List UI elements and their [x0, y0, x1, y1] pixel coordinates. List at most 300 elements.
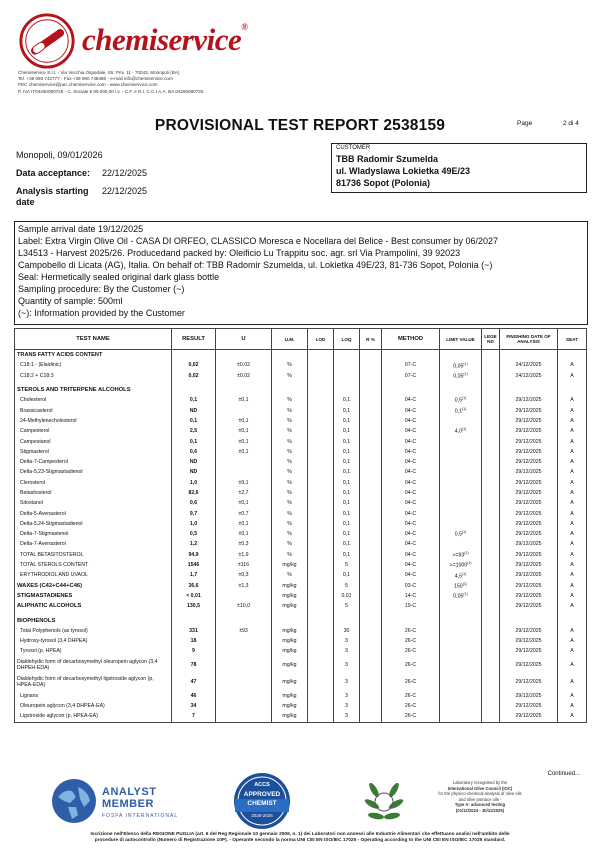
seat-cell: A	[558, 405, 587, 415]
lod-cell	[308, 711, 334, 722]
header-loq: LOQ	[334, 329, 360, 350]
limit-cell	[440, 570, 482, 580]
loq-cell: 0,1	[334, 426, 360, 436]
seat-cell: A	[558, 498, 587, 508]
result-cell: 0,6	[172, 498, 216, 508]
table-row	[15, 467, 587, 477]
result-cell: ND	[172, 405, 216, 415]
sample-line: L34513 - Harvest 2025/26. Producedand packed by: Oleificio Lu Trappitu soc. agr. srl Via Prampolini, 39 92023	[18, 248, 461, 258]
loq-cell: 0,1	[334, 529, 360, 539]
date-cell: 29/12/2025	[500, 560, 558, 570]
unit-cell: %	[272, 426, 308, 436]
seat-cell: A	[558, 467, 587, 477]
method-cell: 04-C	[382, 426, 440, 436]
sample-line: Sampling procedure: By the Customer (~)	[18, 284, 185, 294]
legend-cell	[482, 657, 500, 674]
lod-cell	[308, 646, 334, 656]
legend-cell	[482, 467, 500, 477]
legend-cell	[482, 611, 500, 625]
test-name-cell: Delta-5,24-Stigmastadienol	[15, 519, 172, 529]
date-cell: 29/12/2025	[500, 550, 558, 560]
report-title: PROVISIONAL TEST REPORT 2538159	[154, 117, 446, 134]
method-cell	[382, 350, 440, 361]
lod-cell	[308, 467, 334, 477]
result-cell: 1546	[172, 560, 216, 570]
lod-cell	[308, 405, 334, 415]
table-row	[15, 626, 587, 636]
legend-cell	[482, 426, 500, 436]
result-cell: 0,1	[172, 436, 216, 446]
table-row	[15, 657, 587, 674]
results-table	[14, 328, 587, 723]
test-name-cell: Delta-5-Avenasterol	[15, 508, 172, 518]
legend-cell	[482, 550, 500, 560]
legend-cell	[482, 395, 500, 405]
loq-cell	[334, 350, 360, 361]
table-row	[15, 498, 587, 508]
lod-cell	[308, 350, 334, 361]
uncertainty-cell	[216, 467, 272, 477]
unit-cell: %	[272, 416, 308, 426]
date-cell: 29/12/2025	[500, 626, 558, 636]
test-name-cell: TOTAL BETASITOSTEROL	[15, 550, 172, 560]
test-name-cell: ERYTHRODIOL AND UVAOL	[15, 570, 172, 580]
limit-cell	[440, 405, 482, 415]
legend-cell	[482, 436, 500, 446]
result-cell: 0,02	[172, 371, 216, 381]
date-cell: 29/12/2025	[500, 508, 558, 518]
recovery-cell	[360, 360, 382, 370]
lod-cell	[308, 436, 334, 446]
unit-cell: %	[272, 457, 308, 467]
table-row	[15, 529, 587, 539]
legend-cell	[482, 539, 500, 549]
table-row	[15, 416, 587, 426]
result-cell: 1,0	[172, 478, 216, 488]
unit-cell: %	[272, 570, 308, 580]
unit-cell: %	[272, 478, 308, 488]
unit-cell: mg/kg	[272, 591, 308, 601]
loq-cell: 0,1	[334, 436, 360, 446]
limit-footnote: (1)	[464, 550, 469, 555]
recovery-cell	[360, 636, 382, 646]
legend-cell	[482, 601, 500, 611]
legend-cell	[482, 447, 500, 457]
recovery-cell	[360, 447, 382, 457]
test-name-cell: STIGMASTADIENES	[15, 591, 172, 601]
header-result: RESULT	[172, 329, 216, 350]
date-cell: 29/12/2025	[500, 636, 558, 646]
seat-cell: A	[558, 436, 587, 446]
date-cell: 29/12/2025	[500, 436, 558, 446]
loq-cell: 0,1	[334, 405, 360, 415]
recovery-cell	[360, 674, 382, 691]
method-cell: 03-C	[382, 581, 440, 591]
limit-value: 0,05	[453, 593, 464, 600]
table-row	[15, 711, 587, 722]
seat-cell: A	[558, 657, 587, 674]
uncertainty-cell: ±2,7	[216, 488, 272, 498]
page-number: 2 di 4	[563, 120, 579, 127]
uncertainty-cell: ±0,1	[216, 498, 272, 508]
limit-cell	[440, 447, 482, 457]
lod-cell	[308, 457, 334, 467]
table-row	[15, 611, 587, 625]
sample-line: Quantity of sample: 500ml	[18, 296, 123, 306]
test-name-cell: ALIPHATIC ALCOHOLS	[15, 601, 172, 611]
member-label: MEMBER	[102, 798, 154, 810]
limit-cell	[440, 636, 482, 646]
recovery-cell	[360, 426, 382, 436]
test-name-cell: Hydroxy-tyrosol (3,4 DHPEA)	[15, 636, 172, 646]
ioc-recognition-block	[405, 780, 555, 814]
header-limit-value: LIMIT VALUE	[440, 329, 482, 350]
date-cell: 29/12/2025	[500, 457, 558, 467]
test-name-cell: STEROLS AND TRITERPENE ALCOHOLS	[15, 381, 172, 395]
seat-cell: A	[558, 646, 587, 656]
acceptance-value: 22/12/2025	[102, 168, 148, 178]
table-row	[15, 646, 587, 656]
seat-cell: A	[558, 478, 587, 488]
unit-cell: %	[272, 447, 308, 457]
unit-cell: %	[272, 529, 308, 539]
table-row	[15, 436, 587, 446]
loq-cell: 5	[334, 601, 360, 611]
seat-cell: A	[558, 581, 587, 591]
lod-cell	[308, 674, 334, 691]
loq-cell: 0,1	[334, 488, 360, 498]
uncertainty-cell: ±0,3	[216, 539, 272, 549]
test-name-cell: Brassicasterol	[15, 405, 172, 415]
date-cell: 29/12/2025	[500, 395, 558, 405]
loq-cell: 5	[334, 581, 360, 591]
recovery-cell	[360, 701, 382, 711]
limit-cell	[440, 539, 482, 549]
ioc-line: (01/12/2024 - 30/11/2025)	[455, 807, 505, 813]
seat-cell: A	[558, 539, 587, 549]
limit-cell	[440, 467, 482, 477]
test-name-cell: Campestanol	[15, 436, 172, 446]
legend-cell	[482, 519, 500, 529]
table-row	[15, 426, 587, 436]
unit-cell: %	[272, 436, 308, 446]
legend-cell	[482, 416, 500, 426]
legend-cell	[482, 691, 500, 701]
seat-cell: A	[558, 488, 587, 498]
limit-value: 150	[454, 583, 463, 590]
header-finishing-date: FINISHING DATE OF ANALYSIS	[500, 329, 558, 350]
header-uncertainty: U	[216, 329, 272, 350]
seat-cell: A	[558, 570, 587, 580]
table-row	[15, 508, 587, 518]
recovery-cell	[360, 371, 382, 381]
method-cell	[382, 381, 440, 395]
method-cell: 26-C	[382, 636, 440, 646]
date-cell: 29/12/2025	[500, 519, 558, 529]
loq-cell	[334, 360, 360, 370]
recovery-cell	[360, 626, 382, 636]
recovery-cell	[360, 350, 382, 361]
loq-cell: 3	[334, 701, 360, 711]
limit-cell	[440, 498, 482, 508]
table-row	[15, 601, 587, 611]
result-cell: < 0,01	[172, 591, 216, 601]
recovery-cell	[360, 381, 382, 395]
recovery-cell	[360, 508, 382, 518]
test-name-cell: TOTAL STEROLS CONTENT	[15, 560, 172, 570]
loq-cell: 0,1	[334, 550, 360, 560]
lod-cell	[308, 581, 334, 591]
result-cell: 7	[172, 711, 216, 722]
result-cell	[172, 611, 216, 625]
seat-cell	[558, 611, 587, 625]
acceptance-label: Data acceptance:	[16, 168, 91, 178]
uncertainty-cell: ±1,3	[216, 581, 272, 591]
limit-cell	[440, 529, 482, 539]
result-cell: 2,5	[172, 426, 216, 436]
recovery-cell	[360, 646, 382, 656]
seat-cell: A	[558, 591, 587, 601]
uncertainty-cell	[216, 711, 272, 722]
uncertainty-cell: ±10,0	[216, 601, 272, 611]
result-cell: 0,1	[172, 395, 216, 405]
recovery-cell	[360, 529, 382, 539]
recovery-cell	[360, 539, 382, 549]
ioc-line: International Olive Council (IOC)	[447, 785, 513, 791]
result-cell: 0,5	[172, 529, 216, 539]
legend-cell	[482, 560, 500, 570]
limit-cell	[440, 457, 482, 467]
method-cell: 04-C	[382, 519, 440, 529]
table-row	[15, 395, 587, 405]
unit-cell: mg/kg	[272, 581, 308, 591]
sample-line: Campobello di Licata (AG), Italia. On behalf of: TBB Radomir Szumelda, ul. Lokietka 49E/23, 81-736 Sopot, Polonia (~)	[18, 260, 493, 270]
lod-cell	[308, 519, 334, 529]
header-legend: LEGE ND	[482, 329, 500, 350]
limit-footnote: (1)	[461, 406, 467, 411]
legend-cell	[482, 626, 500, 636]
seat-cell	[558, 381, 587, 395]
seat-cell: A	[558, 395, 587, 405]
legend-cell	[482, 570, 500, 580]
unit-cell: %	[272, 467, 308, 477]
loq-cell: 0,1	[334, 539, 360, 549]
limit-cell	[440, 550, 482, 560]
test-name-cell: Lignans	[15, 691, 172, 701]
date-cell: 24/12/2025	[500, 360, 558, 370]
lod-cell	[308, 508, 334, 518]
result-cell	[172, 381, 216, 395]
test-name-cell: TRANS FATTY ACIDS CONTENT	[15, 350, 172, 361]
uncertainty-cell: ±116	[216, 560, 272, 570]
limit-footnote: (1)	[463, 592, 468, 597]
uncertainty-cell	[216, 646, 272, 656]
legend-cell	[482, 701, 500, 711]
unit-cell: mg/kg	[272, 674, 308, 691]
lod-cell	[308, 371, 334, 381]
date-cell: 29/12/2025	[500, 478, 558, 488]
method-cell: 07-C	[382, 371, 440, 381]
result-cell: 36,6	[172, 581, 216, 591]
method-cell: 04-C	[382, 570, 440, 580]
method-cell: 04-C	[382, 539, 440, 549]
table-row	[15, 591, 587, 601]
test-name-cell: Delta-5,23-Stigmastadienol	[15, 467, 172, 477]
company-address-block	[18, 70, 278, 95]
limit-cell	[440, 488, 482, 498]
limit-cell	[440, 611, 482, 625]
limit-cell	[440, 560, 482, 570]
seat-cell: A	[558, 519, 587, 529]
customer-city: 81736 Sopot (Polonia)	[336, 178, 431, 188]
method-cell: 14-C	[382, 591, 440, 601]
date-cell: 29/12/2025	[500, 467, 558, 477]
unit-cell: %	[272, 405, 308, 415]
limit-footnote: (1)	[463, 361, 468, 366]
loq-cell: 0,1	[334, 519, 360, 529]
uncertainty-cell: ±0,7	[216, 508, 272, 518]
result-cell: 18	[172, 636, 216, 646]
test-name-cell: Dialdehydic form of decarboxymethyl oleuropein aglycon (3,4 DHPEH-EDA)	[15, 657, 172, 674]
limit-cell	[440, 395, 482, 405]
continued-note: Continued...	[547, 771, 580, 777]
legend-cell	[482, 529, 500, 539]
seat-cell: A	[558, 691, 587, 701]
limit-footnote: (1)	[463, 371, 468, 376]
table-row	[15, 457, 587, 467]
lod-cell	[308, 550, 334, 560]
recovery-cell	[360, 601, 382, 611]
accs-year-label: 2025-2026	[251, 813, 273, 818]
accs-approved-label: APPROVED	[243, 791, 281, 798]
method-cell: 04-C	[382, 488, 440, 498]
date-cell: 29/12/2025	[500, 405, 558, 415]
legend-cell	[482, 478, 500, 488]
method-cell: 04-C	[382, 498, 440, 508]
test-name-cell: Clerosterol	[15, 478, 172, 488]
method-cell: 26-C	[382, 691, 440, 701]
lod-cell	[308, 529, 334, 539]
limit-cell	[440, 360, 482, 370]
seat-cell: A	[558, 674, 587, 691]
limit-footnote: (1)	[461, 427, 467, 432]
recovery-cell	[360, 467, 382, 477]
limit-value: 4,0	[454, 429, 462, 436]
ioc-line: Type A: advanced testing	[454, 802, 506, 808]
unit-cell: mg/kg	[272, 657, 308, 674]
uncertainty-cell: ±0,1	[216, 426, 272, 436]
table-row	[15, 691, 587, 701]
limit-cell	[440, 478, 482, 488]
lod-cell	[308, 416, 334, 426]
date-cell: 29/12/2025	[500, 701, 558, 711]
test-name-cell: Total Polyphenols (as tyrosol)	[15, 626, 172, 636]
method-cell: 26-C	[382, 711, 440, 722]
sample-line: Sample arrival date 19/12/2025	[18, 224, 144, 234]
lod-cell	[308, 447, 334, 457]
loq-cell: 0,1	[334, 508, 360, 518]
recovery-cell	[360, 550, 382, 560]
limit-cell	[440, 711, 482, 722]
date-cell: 29/12/2025	[500, 529, 558, 539]
uncertainty-cell: ±93	[216, 626, 272, 636]
ioc-olive-branch-icon	[362, 778, 406, 826]
loq-cell	[334, 381, 360, 395]
test-name-cell: Cholesterol	[15, 395, 172, 405]
limit-cell	[440, 691, 482, 701]
limit-footnote: (1)	[461, 571, 467, 576]
loq-cell: 3	[334, 636, 360, 646]
date-cell: 29/12/2025	[500, 498, 558, 508]
method-cell: 04-C	[382, 405, 440, 415]
legend-cell	[482, 646, 500, 656]
accs-chemist-label: CHEMIST	[247, 800, 277, 807]
test-name-cell: Stigmasterol	[15, 447, 172, 457]
table-row	[15, 381, 587, 395]
date-cell: 29/12/2025	[500, 646, 558, 656]
loq-cell: 0,1	[334, 478, 360, 488]
table-row	[15, 405, 587, 415]
loq-cell: 0,1	[334, 395, 360, 405]
limit-value: 0,5	[454, 532, 462, 539]
limit-footnote: (1)	[462, 581, 467, 586]
date-cell: 29/12/2025	[500, 426, 558, 436]
seat-cell: A	[558, 426, 587, 436]
accs-label: ACCS	[254, 782, 270, 788]
date-cell	[500, 611, 558, 625]
seat-cell: A	[558, 560, 587, 570]
unit-cell: %	[272, 498, 308, 508]
loq-cell: 0,1	[334, 416, 360, 426]
limit-cell	[440, 591, 482, 601]
ioc-line: and olive pomace oils -	[458, 796, 502, 802]
date-cell: 24/12/2025	[500, 371, 558, 381]
header-method: METHOD	[382, 329, 440, 350]
method-cell: 04-C	[382, 529, 440, 539]
limit-cell	[440, 426, 482, 436]
date-cell: 29/12/2025	[500, 581, 558, 591]
method-cell: 04-C	[382, 436, 440, 446]
date-cell: 29/12/2025	[500, 570, 558, 580]
recovery-cell	[360, 405, 382, 415]
loq-cell: 0,1	[334, 498, 360, 508]
seat-cell: A	[558, 711, 587, 722]
uncertainty-cell	[216, 657, 272, 674]
result-cell: ND	[172, 467, 216, 477]
lod-cell	[308, 478, 334, 488]
seat-cell: A	[558, 508, 587, 518]
lod-cell	[308, 701, 334, 711]
table-row	[15, 701, 587, 711]
result-cell: 0,1	[172, 416, 216, 426]
header-unit: U.M.	[272, 329, 308, 350]
seat-cell: A	[558, 371, 587, 381]
unit-cell: %	[272, 395, 308, 405]
company-line: Chemiservice S.r.l. - Via Vecchia Ospedale, Str. Priv. 11 - 70043, Monopoli (BA)	[18, 70, 180, 75]
test-name-cell: C18:2 + C18:3	[15, 371, 172, 381]
header-recovery: R %	[360, 329, 382, 350]
uncertainty-cell	[216, 350, 272, 361]
lod-cell	[308, 611, 334, 625]
result-cell: 1,2	[172, 539, 216, 549]
footer-registration	[0, 832, 600, 845]
loq-cell: 0,1	[334, 447, 360, 457]
table-row	[15, 360, 587, 370]
uncertainty-cell	[216, 381, 272, 395]
legend-cell	[482, 488, 500, 498]
result-cell: 47	[172, 674, 216, 691]
uncertainty-cell	[216, 636, 272, 646]
